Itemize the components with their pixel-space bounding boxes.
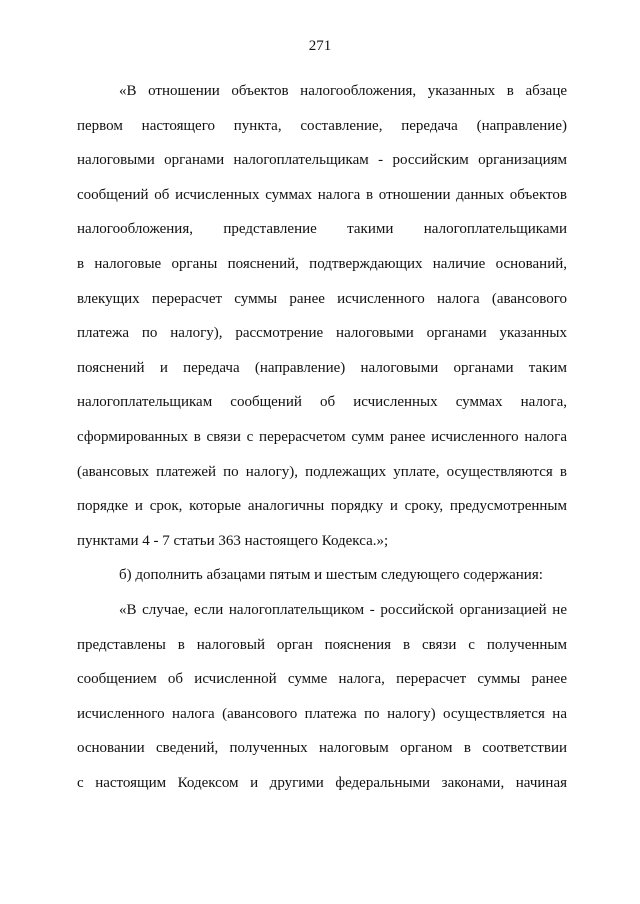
- paragraph-1-line-10: налогоплательщикам сообщений об исчисленных суммах налога,: [77, 394, 567, 411]
- paragraph-1-line-4: сообщений об исчисленных суммах налога в отношении данных объектов: [77, 186, 567, 203]
- paragraph-1-line-11: сформированных в связи с перерасчетом сумм ранее исчисленного налога: [77, 428, 567, 445]
- paragraph-2-line-1: б) дополнить абзацами пятым и шестым следующего содержания:: [119, 567, 543, 584]
- paragraph-1-line-3: налоговыми органами налогоплательщикам - российским организациям: [77, 152, 567, 169]
- page-number: 271: [308, 38, 332, 54]
- paragraph-3-line-1: «В случае, если налогоплательщиком - российской организацией не: [119, 601, 567, 618]
- paragraph-3-line-6: с настоящим Кодексом и другими федеральными законами, начиная: [77, 774, 567, 791]
- paragraph-1-line-6: в налоговые органы пояснений, подтверждающих наличие оснований,: [77, 255, 567, 272]
- paragraph-3-line-5: основании сведений, полученных налоговым органом в соответствии: [77, 740, 567, 757]
- paragraph-1-line-5: налогообложения, представление такими налогоплательщиками: [77, 221, 567, 238]
- paragraph-1-line-2: первом настоящего пункта, составление, передача (направление): [77, 117, 567, 134]
- document-body: [77, 74, 567, 800]
- paragraph-1-line-14: пунктами 4 - 7 статьи 363 настоящего Кодекса.»;: [77, 532, 389, 549]
- paragraph-3-line-4: исчисленного налога (авансового платежа по налогу) осуществляется на: [77, 705, 567, 722]
- paragraph-3-line-2: представлены в налоговый орган пояснения в связи с полученным: [77, 636, 567, 653]
- paragraph-1-line-12: (авансовых платежей по налогу), подлежащих уплате, осуществляются в: [77, 463, 567, 480]
- paragraph-3-line-3: сообщением об исчисленной сумме налога, перерасчет суммы ранее: [77, 671, 567, 688]
- paragraph-1-line-13: порядке и срок, которые аналогичны порядку и сроку, предусмотренным: [77, 498, 567, 515]
- paragraph-1-line-8: платежа по налогу), рассмотрение налоговыми органами указанных: [77, 325, 567, 342]
- paragraph-1-line-1: «В отношении объектов налогообложения, указанных в абзаце: [119, 83, 567, 99]
- paragraph-1-line-9: пояснений и передача (направление) налоговыми органами таким: [77, 359, 567, 376]
- paragraph-1-line-7: влекущих перерасчет суммы ранее исчисленного налога (авансового: [77, 290, 567, 307]
